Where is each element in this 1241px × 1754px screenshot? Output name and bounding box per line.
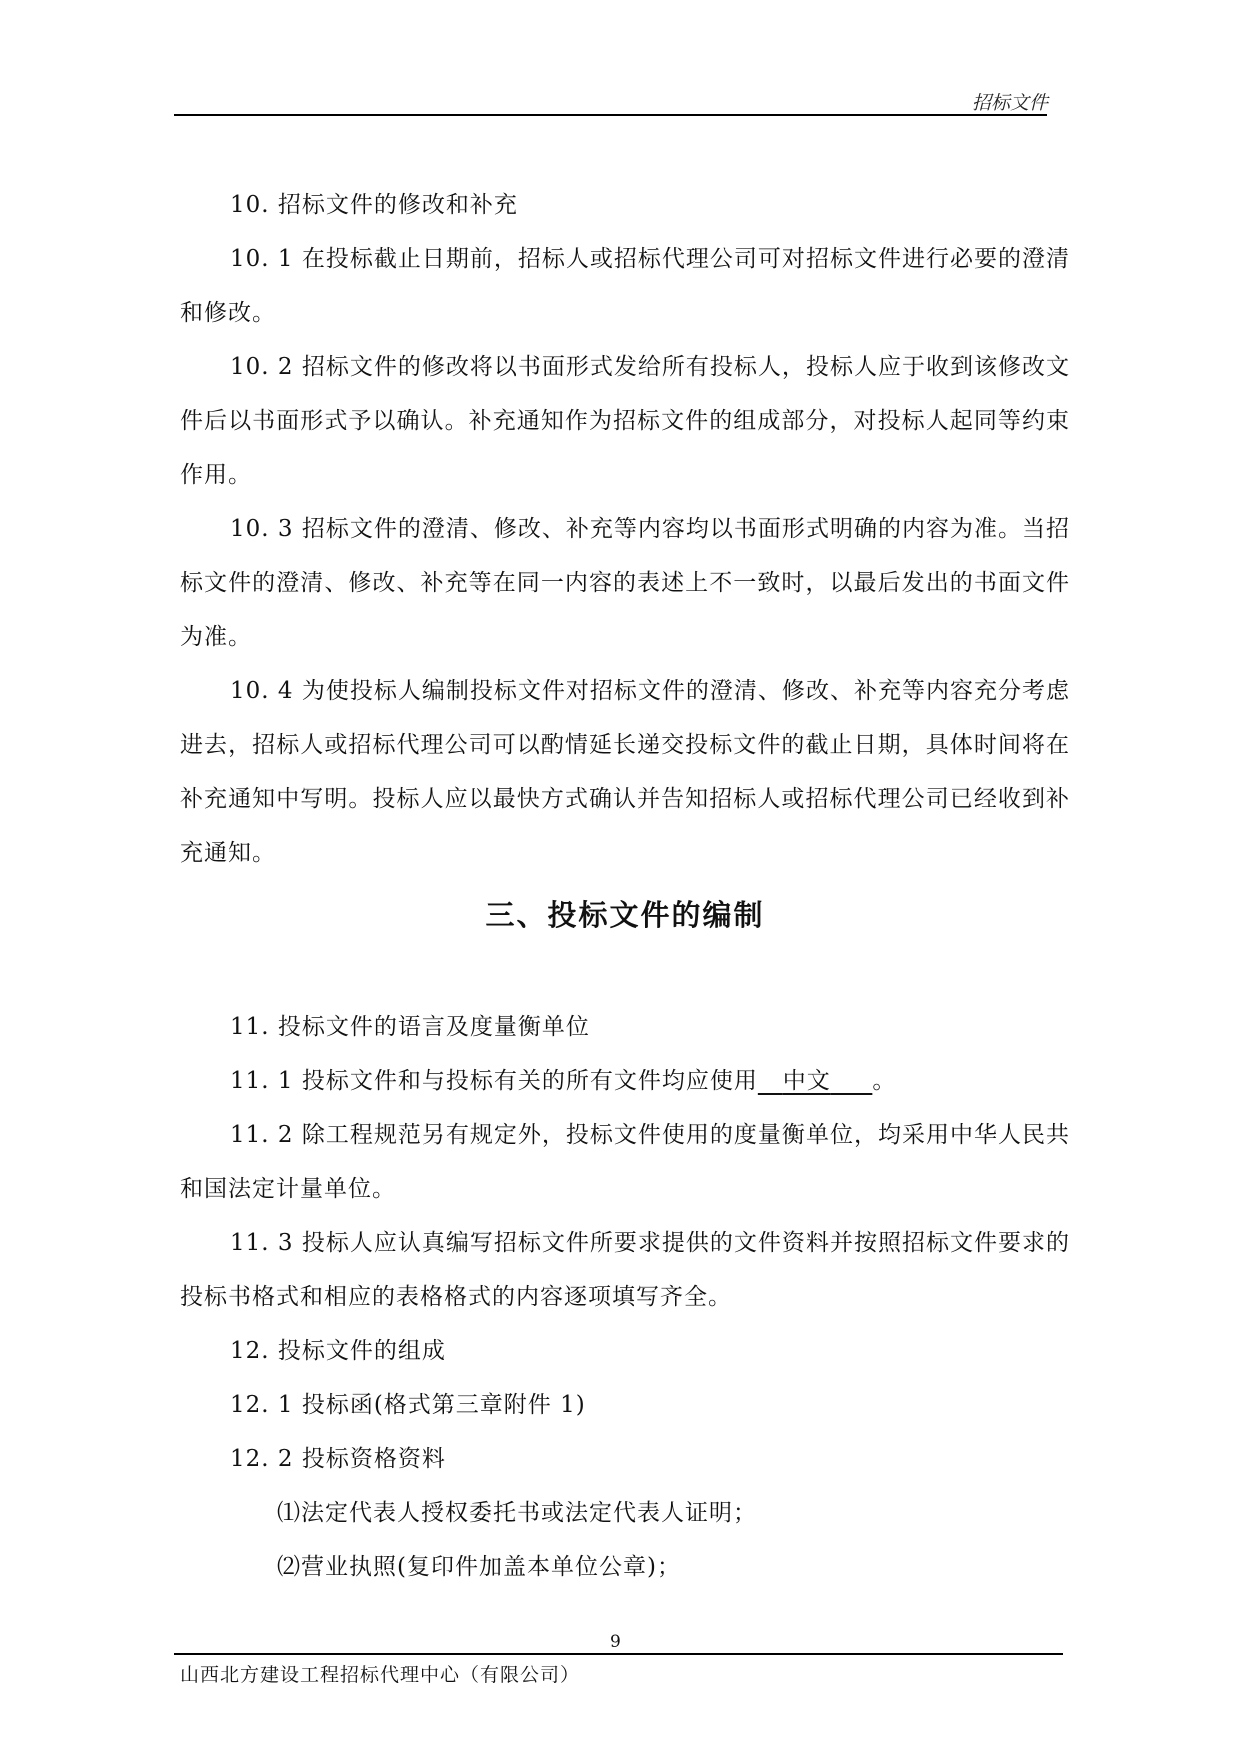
section-12-2: 12. 2 投标资格资料 [230,1446,446,1472]
section-11-title: 11. 投标文件的语言及度量衡单位 [230,1014,590,1040]
header-title: 招标文件 [971,92,1048,114]
page-number: 9 [610,1632,621,1652]
section-10-1: 10. 1 在投标截止日期前，招标人或招标代理公司可对招标文件进行必要的澄清和修改。 [180,246,1070,326]
section-11-3: 11. 3 投标人应认真编写招标文件所要求提供的文件资料并按照招标文件要求的投标书格式和相应的表格格式的内容逐项填写齐全。 [180,1230,1070,1310]
chapter-heading: 三、投标文件的编制 [485,898,765,932]
section-11-2: 11. 2 除工程规范另有规定外，投标文件使用的度量衡单位，均采用中华人民共和国法定计量单位。 [180,1122,1070,1202]
section-12-1: 12. 1 投标函(格式第三章附件 1) [230,1392,586,1418]
section-10-2: 10. 2 招标文件的修改将以书面形式发给所有投标人，投标人应于收到该修改文件后以书面形式予以确认。补充通知作为招标文件的组成部分，对投标人起同等约束作用。 [180,354,1070,488]
footer-divider [174,1653,1063,1655]
section-11-1 [180,1054,1070,1108]
language-field [758,1068,873,1094]
footer-organization: 山西北方建设工程招标代理中心（有限公司） [180,1664,581,1686]
section-10-4: 10. 4 为使投标人编制投标文件对招标文件的澄清、修改、补充等内容充分考虑进去，招标人或招标代理公司可以酌情延长递交投标文件的截止日期，具体时间将在补充通知中写明。投标人应以最快方式确认并告知招标人或招标代理公司已经收到补充通知。 [180,678,1070,866]
header-divider [174,114,1047,116]
section-10-3: 10. 3 招标文件的澄清、修改、补充等内容均以书面形式明确的内容为准。当招标文件的澄清、修改、补充等在同一内容的表述上不一致时，以最后发出的书面文件为准。 [180,516,1070,650]
document-body [180,178,1070,1594]
section-12-2-item-1: ⑴法定代表人授权委托书或法定代表人证明； [277,1500,757,1526]
section-11-1-prefix: 11. 1 投标文件和与投标有关的所有文件均应使用 [230,1068,758,1094]
section-12-2-item-2: ⑵营业执照(复印件加盖本单位公章)； [277,1554,681,1580]
section-12-title: 12. 投标文件的组成 [230,1338,446,1364]
section-11-1-suffix: 。 [872,1068,897,1094]
language-value: 中文 [782,1068,831,1094]
section-10-title: 10. 招标文件的修改和补充 [230,192,518,218]
